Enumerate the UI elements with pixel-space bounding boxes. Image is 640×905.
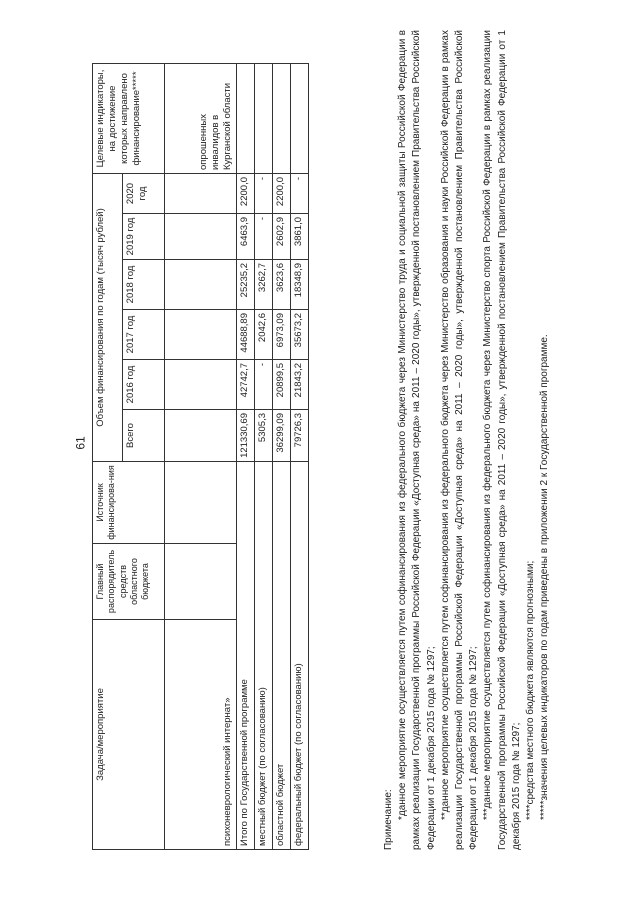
note-1: *данное мероприятие осуществляется путем софинансирования из федерального бюджета через Министерство труда и социальной защиты Российской Федерации в рамках реализации Государственной программы Российской Федерации «Доступная среда» на 2011 – 2020 годы», утвержденной постановлением Правительства Российской Федерации от 1 декабря 2015 года № 1297;: [397, 30, 437, 850]
table-row-institution: [165, 64, 237, 850]
header-2020: 2020 год: [123, 174, 165, 214]
note-5: *****значения целевых индикаторов по годам приведены в приложении 2 к Государственной программе.: [539, 334, 551, 820]
notes-title: Примечание:: [383, 789, 394, 850]
table-row: местный бюджет (по согласованию) 5305,3 - 2042,6 3262,7 - -: [255, 64, 273, 850]
note-4: ****средства местного бюджета являются прогнозными;: [524, 560, 536, 820]
header-2018: 2018 год: [123, 260, 165, 310]
header-source: Источник финансирова-ния: [93, 462, 165, 544]
table-row: областной бюджет 36299,09 20899,5 6973,09 3623,6 2602,9 2200,0: [273, 64, 291, 850]
header-task: Задача/мероприятие: [93, 620, 165, 850]
header-2017: 2017 год: [123, 310, 165, 360]
table-row: федеральный бюджет (по согласованию) 79726,3 21843,2 35673,2 18348,9 3861,0 -: [291, 64, 309, 850]
header-indicators: Целевые индикаторы, на достижение которых направлено финансирование*****: [93, 64, 165, 174]
table-row: Итого по Государственной программе 121330,69 42742,7 44688,89 25235,2 6463,9 2200,0: [237, 64, 255, 850]
header-total: Всего: [123, 410, 165, 462]
institution-indicator: опрошенных инвалидов в Курганской области: [165, 64, 237, 174]
note-3: ***данное мероприятие осуществляется путем софинансирования из федерального бюджета через Министерство спорта Российской Федерации в рамках реализации Государственной программы Российской Федерации «Доступная среда» на 2011 – 2020 годы», утвержденной постановлением Правительства Российской Федерации от 1 декабря 2015 года № 1297;: [482, 30, 522, 850]
header-2016: 2016 год: [123, 360, 165, 410]
institution-task: психоневрологический интернат»: [165, 620, 237, 850]
page-number: 61: [73, 436, 88, 450]
rotated-page-content: [92, 10, 640, 850]
header-volume: Объем финансирования по годам (тысяч рублей): [93, 174, 123, 462]
header-2019: 2019 год: [123, 214, 165, 260]
header-manager: Главный распорядитель средств областного бюджета: [93, 544, 165, 620]
notes-section: [382, 30, 552, 850]
financing-table: [92, 63, 309, 850]
note-2: **данное мероприятие осуществляется путем софинансирования из федерального бюджета через Министерство образования и науки Российской Федерации в рамках реализации Государственной программы Российской Федерации «Доступная среда» на 2011 – 2020 годы», утвержденной постановлением Правительства Российской Федерации от 1 декабря 2015 года № 1297;: [439, 30, 480, 850]
